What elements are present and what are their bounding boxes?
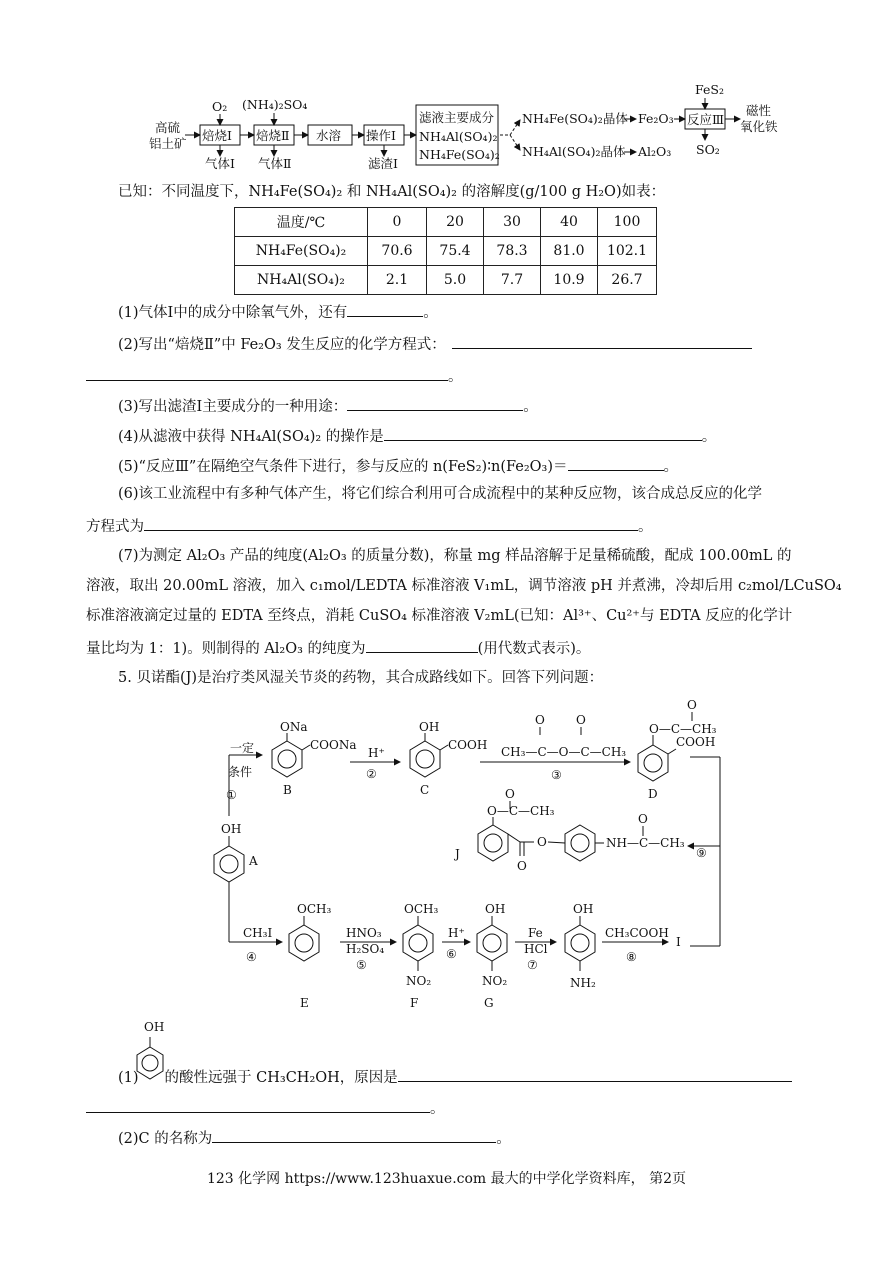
J-oacc: O—C—CH₃ bbox=[487, 804, 555, 818]
question-1 bbox=[118, 300, 438, 323]
answer-blank[interactable] bbox=[366, 636, 478, 653]
step1-num: ① bbox=[226, 788, 237, 802]
table-cell: NH₄Al(SO₄)₂ bbox=[235, 266, 368, 295]
E-och3: OCH₃ bbox=[297, 902, 332, 916]
answer-blank[interactable] bbox=[568, 454, 664, 471]
benzene-ring-J2 bbox=[565, 825, 595, 861]
question-4-text: (4)从滤液中获得 NH₄Al(SO₄)₂ 的操作是 bbox=[118, 429, 384, 445]
D-cooh: COOH bbox=[676, 735, 716, 749]
sub-question-1 bbox=[118, 1065, 792, 1088]
filtrate-fe: NH₄Fe(SO₄)₂ bbox=[419, 147, 500, 162]
D-label: D bbox=[648, 787, 658, 801]
ch3i: CH₃I bbox=[243, 926, 273, 940]
product-1: 磁性 bbox=[746, 103, 772, 118]
answer-blank[interactable] bbox=[86, 364, 448, 381]
step2-num: ② bbox=[366, 767, 377, 781]
solubility-table bbox=[234, 207, 657, 295]
step9-num: ⑨ bbox=[696, 846, 707, 860]
question-3-text: (3)写出滤渣Ⅰ主要成分的一种用途： bbox=[118, 399, 348, 415]
question-7-line3: 标准溶液滴定过量的 EDTA 至终点，消耗 CuSO₄ 标准溶液 V₂mL(已知：Al³⁺、Cu²⁺与 EDTA 反应的化学计 bbox=[86, 608, 793, 624]
period: 。 bbox=[638, 519, 653, 535]
so2-label: SO₂ bbox=[696, 142, 720, 157]
benzene-ring-C bbox=[410, 741, 440, 777]
table-cell: 100 bbox=[598, 208, 657, 237]
G-oh: OH bbox=[485, 902, 506, 916]
question-7-tail: (用代数式表示)。 bbox=[477, 641, 591, 657]
F-label: F bbox=[410, 996, 419, 1010]
table-cell: 78.3 bbox=[484, 237, 541, 266]
hplus-1: H⁺ bbox=[368, 746, 385, 760]
known-statement: 已知：不同温度下，NH₄Fe(SO₄)₂ 和 NH₄Al(SO₄)₂ 的溶解度(g/100 g H₂O)如表： bbox=[118, 184, 666, 200]
answer-blank[interactable] bbox=[452, 332, 752, 349]
question-6-cont bbox=[86, 514, 653, 537]
answer-blank[interactable] bbox=[86, 1096, 430, 1113]
B-label: B bbox=[283, 783, 292, 797]
question-7-line4 bbox=[86, 636, 590, 659]
fe2o3-label: Fe₂O₃ bbox=[638, 111, 674, 126]
cond1-line1: 一定 bbox=[230, 741, 255, 755]
period: 。 bbox=[523, 399, 538, 415]
h2so4: H₂SO₄ bbox=[346, 942, 385, 956]
question-2-cont bbox=[86, 364, 463, 387]
process-flow-diagram bbox=[0, 80, 893, 175]
step3-num: ③ bbox=[551, 768, 562, 782]
answer-blank[interactable] bbox=[398, 1065, 792, 1082]
question-7-line2: 溶液，取出 20.00mL 溶液，加入 c₁mol/LEDTA 标准溶液 V₁mL，调节溶液 pH 并煮沸，冷却后用 c₂mol/LCuSO₄ bbox=[86, 578, 842, 594]
J-carbonyl-o: O bbox=[517, 859, 527, 873]
G-no2: NO₂ bbox=[482, 974, 508, 988]
question-2-text: (2)写出“焙烧Ⅱ”中 Fe₂O₃ 发生反应的化学方程式： bbox=[118, 337, 446, 353]
fes2-label: FeS₂ bbox=[695, 82, 724, 97]
crystal-fe-label: NH₄Fe(SO₄)₂晶体 bbox=[522, 111, 628, 126]
D-o: O bbox=[687, 698, 697, 712]
o2-label: O₂ bbox=[212, 99, 228, 114]
answer-blank[interactable] bbox=[384, 424, 702, 441]
al2o3-label: Al₂O₃ bbox=[638, 144, 672, 159]
gas2-label: 气体Ⅱ bbox=[258, 156, 292, 171]
step7-num: ⑦ bbox=[527, 958, 538, 972]
sub-question-1-cont bbox=[86, 1096, 445, 1119]
A-label: A bbox=[249, 854, 258, 868]
anhydride-o1: O bbox=[535, 713, 545, 727]
benzene-ring-amine bbox=[565, 925, 595, 961]
roast2-label: 焙烧Ⅱ bbox=[256, 128, 290, 143]
D-oacc: O—C—CH₃ bbox=[649, 722, 717, 736]
table-cell: 10.9 bbox=[541, 266, 598, 295]
question-5-text: (5)“反应Ⅲ”在隔绝空气条件下进行，参与反应的 n(FeS₂)∶n(Fe₂O₃)＝ bbox=[118, 459, 568, 475]
period: 。 bbox=[448, 369, 463, 385]
question-1-text: (1)气体Ⅰ中的成分中除氧气外，还有 bbox=[118, 305, 348, 321]
synthesis-route-diagram bbox=[0, 695, 893, 1015]
question-7-line1: (7)为测定 Al₂O₃ 产品的纯度(Al₂O₃ 的质量分数)，称量 mg 样品溶解于足量稀硫酸，配成 100.00mL 的 bbox=[118, 548, 792, 564]
table-cell: 5.0 bbox=[427, 266, 484, 295]
residue-label: 滤渣Ⅰ bbox=[368, 156, 398, 171]
question-3 bbox=[118, 394, 538, 417]
period: 。 bbox=[701, 429, 717, 445]
benzene-ring-A bbox=[214, 846, 244, 882]
J-amide-o: O bbox=[638, 812, 648, 826]
period: 。 bbox=[496, 1131, 511, 1147]
table-cell: 30 bbox=[484, 208, 541, 237]
answer-blank[interactable] bbox=[347, 394, 523, 411]
phenol-oh: OH bbox=[144, 1020, 165, 1034]
C-cooh: COOH bbox=[448, 738, 488, 752]
roast1-label: 焙烧Ⅰ bbox=[202, 128, 232, 143]
table-cell: 70.6 bbox=[368, 237, 427, 266]
period: 。 bbox=[423, 305, 438, 321]
sub-question-1-text: 的酸性远强于 CH₃CH₂OH，原因是 bbox=[164, 1070, 398, 1086]
table-cell: 2.1 bbox=[368, 266, 427, 295]
benzene-ring-J1 bbox=[478, 825, 508, 861]
filtrate-al: NH₄Al(SO₄)₂ bbox=[419, 129, 498, 144]
question-6: (6)该工业流程中有多种气体产生，将它们综合利用可合成流程中的某种反应物，该合成总反应的化学 bbox=[118, 486, 763, 502]
anhydride-formula: CH₃—C—O—C—CH₃ bbox=[501, 745, 627, 759]
A-oh: OH bbox=[221, 822, 242, 836]
table-row bbox=[235, 208, 657, 237]
crystal-al-label: NH₄Al(SO₄)₂晶体 bbox=[522, 144, 626, 159]
ch3cooh: CH₃COOH bbox=[605, 926, 669, 940]
step4-num: ④ bbox=[246, 950, 257, 964]
answer-blank[interactable] bbox=[212, 1126, 496, 1143]
cond1-line2: 条件 bbox=[228, 765, 253, 779]
raw-ore-2: 铝土矿 bbox=[149, 136, 187, 151]
benzene-ring-G bbox=[477, 925, 507, 961]
G-label: G bbox=[484, 996, 494, 1010]
F-och3: OCH₃ bbox=[404, 902, 439, 916]
question-6-text: 方程式为 bbox=[86, 519, 144, 535]
table-row bbox=[235, 237, 657, 266]
amine-oh: OH bbox=[573, 902, 594, 916]
question-5 bbox=[118, 454, 678, 477]
benzene-ring-E bbox=[289, 925, 319, 961]
step5-num: ⑤ bbox=[356, 958, 367, 972]
sub-question-2-text: (2)C 的名称为 bbox=[118, 1131, 213, 1147]
period: 。 bbox=[663, 459, 678, 475]
step8-num: ⑧ bbox=[626, 950, 637, 964]
reaction3-label: 反应Ⅲ bbox=[687, 112, 725, 127]
hplus-2: H⁺ bbox=[448, 926, 465, 940]
J-nh: NH—C—CH₃ bbox=[606, 836, 685, 850]
C-oh: OH bbox=[419, 720, 440, 734]
sub-question-2 bbox=[118, 1126, 511, 1149]
table-cell: 温度/℃ bbox=[235, 208, 368, 237]
hcl: HCl bbox=[524, 942, 548, 956]
raw-ore-1: 高硫 bbox=[155, 120, 181, 135]
sub-question-1-prefix: (1) bbox=[118, 1070, 139, 1086]
question-7-text: 量比均为 1：1)。则制得的 Al₂O₃ 的纯度为 bbox=[86, 641, 366, 657]
table-cell: 20 bbox=[427, 208, 484, 237]
product-2: 氧化铁 bbox=[740, 119, 778, 134]
benzene-ring-F bbox=[403, 925, 433, 961]
B-coona: COONa bbox=[310, 738, 357, 752]
table-cell: 102.1 bbox=[598, 237, 657, 266]
table-cell: NH₄Fe(SO₄)₂ bbox=[235, 237, 368, 266]
anhydride-o2: O bbox=[576, 713, 586, 727]
F-no2: NO₂ bbox=[406, 974, 432, 988]
nh4so4-label: (NH₄)₂SO₄ bbox=[242, 97, 308, 112]
table-cell: 81.0 bbox=[541, 237, 598, 266]
table-cell: 26.7 bbox=[598, 266, 657, 295]
E-label: E bbox=[300, 996, 309, 1010]
question-4 bbox=[118, 424, 716, 447]
table-cell: 75.4 bbox=[427, 237, 484, 266]
table-row bbox=[235, 266, 657, 295]
dissolve-label: 水溶 bbox=[316, 128, 342, 143]
fe: Fe bbox=[528, 926, 543, 940]
J-ester-o: O bbox=[537, 835, 547, 849]
table-cell: 7.7 bbox=[484, 266, 541, 295]
gas1-label: 气体Ⅰ bbox=[205, 156, 235, 171]
table-cell: 0 bbox=[368, 208, 427, 237]
problem-5-title: 5. 贝诺酯(J)是治疗类风湿关节炎的药物，其合成路线如下。回答下列问题： bbox=[118, 670, 604, 686]
benzene-ring-D bbox=[638, 745, 668, 781]
op1-label: 操作Ⅰ bbox=[366, 128, 396, 143]
page-footer: 123 化学网 https://www.123huaxue.com 最大的中学化学资料库， 第2页 bbox=[206, 1171, 687, 1187]
filtrate-title: 滤液主要成分 bbox=[419, 110, 495, 125]
J-label: J bbox=[455, 847, 460, 861]
B-ona: ONa bbox=[280, 720, 308, 734]
I-label: I bbox=[676, 935, 681, 949]
hno3: HNO₃ bbox=[346, 926, 382, 940]
J-o: O bbox=[505, 787, 515, 801]
period: 。 bbox=[430, 1101, 445, 1117]
amine-nh2: NH₂ bbox=[570, 976, 596, 990]
answer-blank[interactable] bbox=[347, 300, 423, 317]
answer-blank[interactable] bbox=[144, 514, 638, 531]
benzene-ring-B bbox=[272, 741, 302, 777]
table-cell: 40 bbox=[541, 208, 598, 237]
step6-num: ⑥ bbox=[446, 947, 457, 961]
question-2 bbox=[118, 332, 752, 355]
C-label: C bbox=[420, 783, 430, 797]
